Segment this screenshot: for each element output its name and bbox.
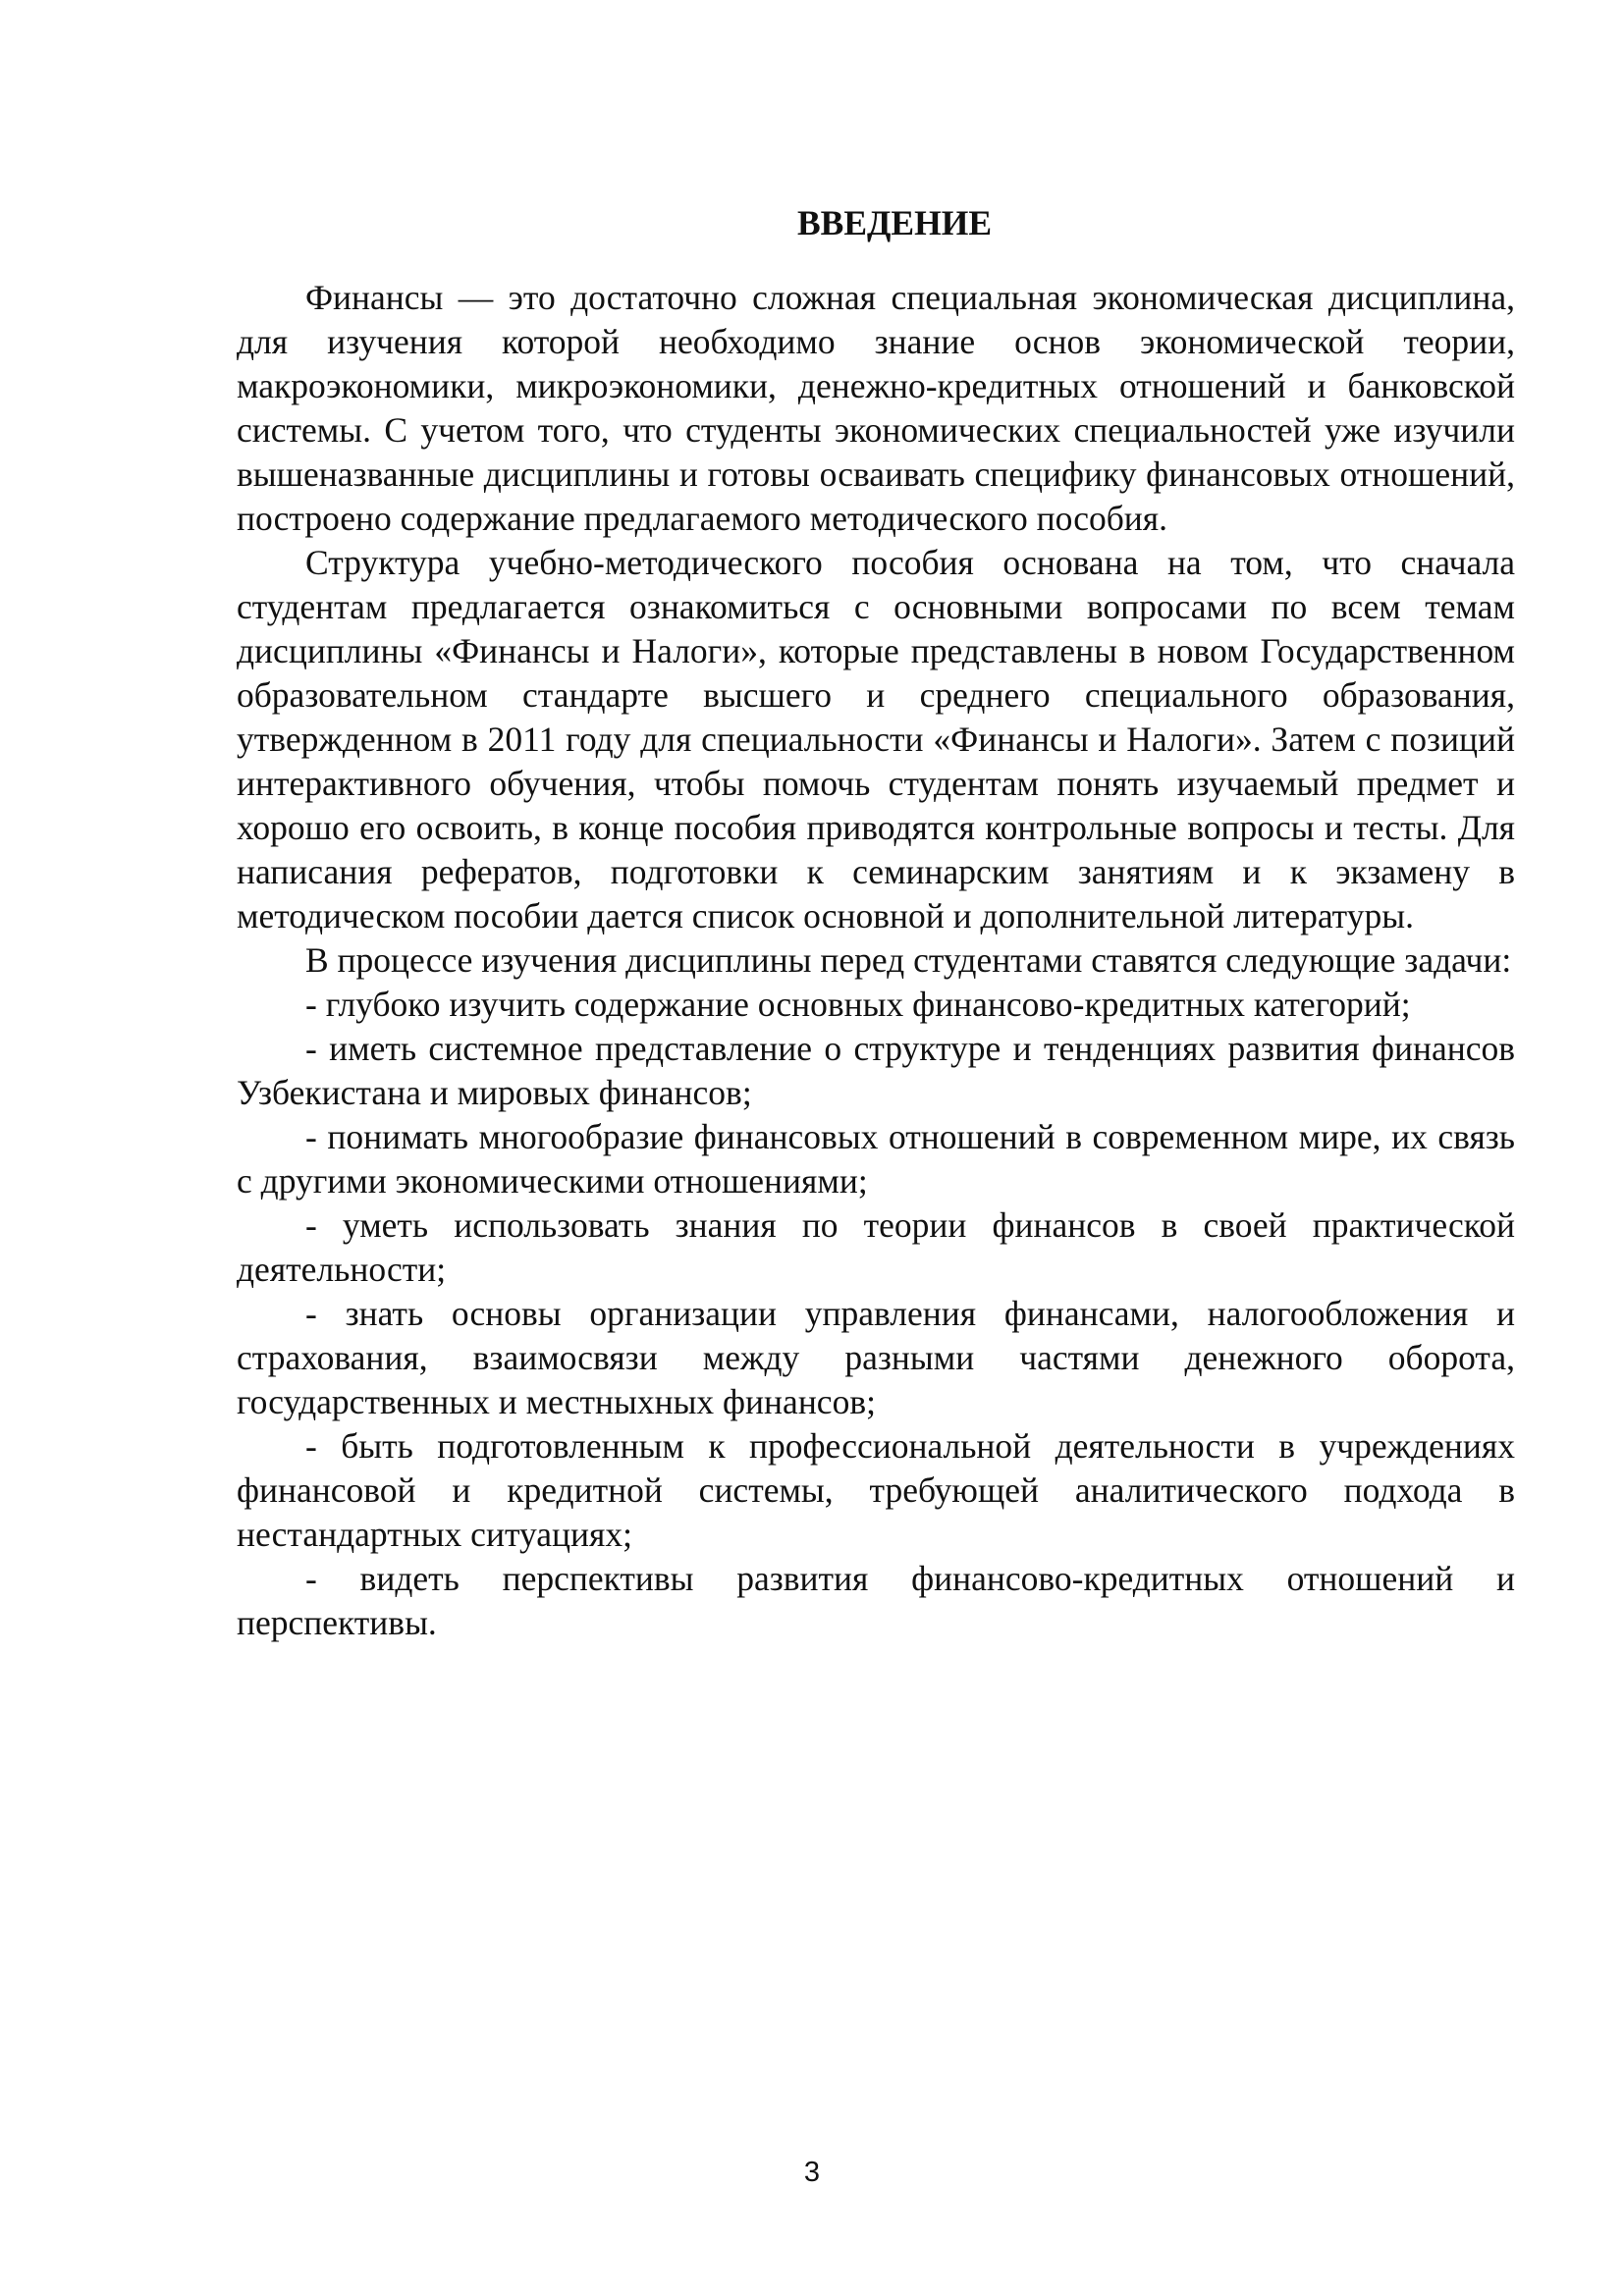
paragraph-tasks-intro: В процессе изучения дисциплины перед студентами ставятся следующие задачи: (305, 940, 1512, 980)
paragraph-structure: Структура учебно-методического пособия основана на том, что сначала студентам предлагается ознакомиться с основными вопросами по всем темам дисциплины «Финансы и Налоги», которые представлены в новом Государственном образовательном стандарте высшего и среднего специального образования, утвержденном в 2011 году для специальности «Финансы и Налоги». Затем с позиций интерактивного обучения, чтобы помочь студентам понять изучаемый предмет и хорошо его освоить, в конце пособия приводятся контрольные вопросы и тесты. Для написания рефератов, подготовки к семинарским занятиям и к экзамену в методическом пособии дается список основной и дополнительной литературы. (237, 543, 1515, 935)
task-item: - иметь системное представление о структуре и тенденциях развития финансов Узбекистана и мировых финансов; (237, 1029, 1515, 1112)
task-item: - уметь использовать знания по теории финансов в своей практической деятельности; (237, 1205, 1515, 1289)
task-item: - глубоко изучить содержание основных финансово-кредитных категорий; (305, 985, 1411, 1024)
section-title: ВВЕДЕНИЕ (796, 203, 993, 242)
page-content (237, 201, 1515, 1645)
task-item: - видеть перспективы развития финансово-кредитных отношений и перспективы. (237, 1559, 1515, 1642)
page-number: 3 (803, 2157, 821, 2188)
task-item: - знать основы организации управления финансами, налогообложения и страхования, взаимосвязи между разными частями денежного оборота, государственных и местныхных финансов; (237, 1294, 1515, 1421)
task-item: - понимать многообразие финансовых отношений в современном мире, их связь с другими экономическими отношениями; (237, 1117, 1515, 1201)
task-item: - быть подготовленным к профессиональной деятельности в учреждениях финансовой и кредитной системы, требующей аналитического подхода в нестандартных ситуациях; (237, 1426, 1515, 1554)
paragraph-intro: Финансы — это достаточно сложная специальная экономическая дисциплина, для изучения которой необходимо знание основ экономической теории, макроэкономики, микроэкономики, денежно-кредитных отношений и банковской системы. С учетом того, что студенты экономических специальностей уже изучили вышеназванные дисциплины и готовы осваивать специфику финансовых отношений, построено содержание предлагаемого методического пособия. (237, 278, 1515, 538)
